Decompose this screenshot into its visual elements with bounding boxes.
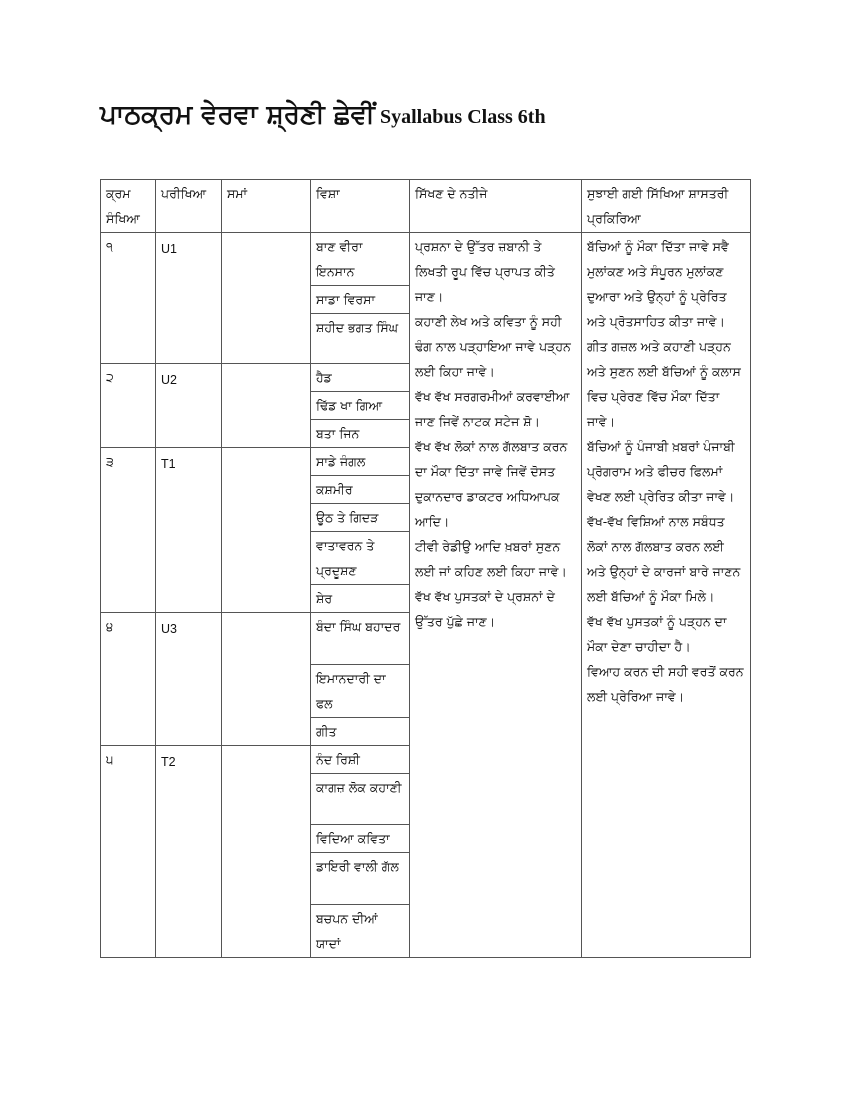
topic-cell: ਸ਼ੇਰ — [311, 585, 410, 613]
topic-cell: ਬਚਪਨ ਦੀਆਂ ਯਾਦਾਂ — [311, 905, 410, 958]
header-time: ਸਮਾਂ — [222, 180, 311, 233]
serial-cell: ੧ — [101, 233, 156, 364]
serial-cell: ੪ — [101, 613, 156, 746]
exam-cell: U1 — [156, 233, 222, 364]
topic-cell: ਢਿੱਡ ਖਾ ਗਿਆ — [311, 392, 410, 420]
topic-cell: ਕਸ਼ਮੀਰ — [311, 476, 410, 504]
process-item: ਬੱਚਿਆਂ ਨੂੰ ਮੌਕਾ ਦਿੱਤਾ ਜਾਵੇ ਸਵੈ ਮੁਲਾਂਕਣ ਅਤੇ ਸੰਪੂਰਨ ਮੁਲਾਂਕਣ ਦੁਆਰਾ ਅਤੇ ਉਨ੍ਹਾਂ ਨੂੰ ਪ੍ਰੇਰਿਤ ਅਤੇ ਪ੍ਰੋਤਸਾਹਿਤ ਕੀਤਾ ਜਾਵੇ। — [587, 239, 729, 329]
topic-cell: ਬਤਾ ਜਿਨ — [311, 420, 410, 448]
outcome-item: ਵੱਖ ਵੱਖ ਸਰਗਰਮੀਆਂ ਕਰਵਾਈਆ ਜਾਣ ਜਿਵੇਂ ਨਾਟਕ ਸਟੇਜ ਸ਼ੋ। — [415, 389, 570, 429]
header-serial: ਕ੍ਰਮ ਸੰਖਿਆ — [101, 180, 156, 233]
topic-cell: ਗੀਤ — [311, 718, 410, 746]
outcome-item: ਵੱਖ ਵੱਖ ਲੋਕਾਂ ਨਾਲ ਗੱਲਬਾਤ ਕਰਨ ਦਾ ਮੌਕਾ ਦਿੱਤਾ ਜਾਵੇ ਜਿਵੇਂ ਦੋਸਤ ਦੁਕਾਨਦਾਰ ਡਾਕਟਰ ਅਧਿਆਪਕ ਆਦਿ। — [415, 439, 568, 529]
exam-cell: U3 — [156, 613, 222, 746]
title-english: Syallabus Class 6th — [379, 106, 546, 128]
serial-cell: ੨ — [101, 364, 156, 448]
page-title — [100, 100, 546, 131]
topic-cell: ਊਠ ਤੇ ਗਿਦੜ — [311, 504, 410, 532]
header-exam: ਪਰੀਖਿਆ — [156, 180, 222, 233]
topic-cell: ਬੰਦਾ ਸਿੰਘ ਬਹਾਦਰ — [311, 613, 410, 665]
topic-cell: ਵਿਦਿਆ ਕਵਿਤਾ — [311, 825, 410, 853]
topic-cell: ਬਾਣ ਵੀਰਾ ਇਨਸਾਨ — [311, 233, 410, 286]
process-cell — [582, 233, 751, 958]
exam-cell: T2 — [156, 746, 222, 958]
outcome-item: ਪ੍ਰਸ਼ਨਾ ਦੇ ਉੱਤਰ ਜ਼ਬਾਨੀ ਤੇ ਲਿਖਤੀ ਰੂਪ ਵਿੱਚ ਪ੍ਰਾਪਤ ਕੀਤੇ ਜਾਣ। — [415, 239, 555, 304]
topic-cell: ਸ਼ਹੀਦ ਭਗਤ ਸਿੰਘ — [311, 314, 410, 364]
process-item: ਗੀਤ ਗਜ਼ਲ ਅਤੇ ਕਹਾਣੀ ਪੜ੍ਹਨ ਅਤੇ ਸੁਣਨ ਲਈ ਬੱਚਿਆਂ ਨੂੰ ਕਲਾਸ ਵਿਚ ਪ੍ਰੇਰਣ ਵਿੱਚ ਮੌਕਾ ਦਿੱਤਾ ਜਾਵੇ। — [587, 339, 741, 429]
serial-cell: ੫ — [101, 746, 156, 958]
topic-cell: ਸਾਡੇ ਜੰਗਲ — [311, 448, 410, 476]
syllabus-table — [100, 179, 751, 958]
time-cell — [222, 233, 311, 364]
table-row — [101, 233, 751, 286]
time-cell — [222, 448, 311, 613]
process-item: ਬੱਚਿਆਂ ਨੂੰ ਪੰਜਾਬੀ ਖ਼ਬਰਾਂ ਪੰਜਾਬੀ ਪ੍ਰੋਗਰਾਮ ਅਤੇ ਫੀਚਰ ਫਿਲਮਾਂ ਵੇਖਣ ਲਈ ਪ੍ਰੇਰਿਤ ਕੀਤਾ ਜਾਵੇ। — [587, 439, 735, 504]
process-item: ਵੱਖ-ਵੱਖ ਵਿਸ਼ਿਆਂ ਨਾਲ ਸਬੰਧਤ ਲੋਕਾਂ ਨਾਲ ਗੱਲਬਾਤ ਕਰਨ ਲਈ ਅਤੇ ਉਨ੍ਹਾਂ ਦੇ ਕਾਰਜਾਂ ਬਾਰੇ ਜਾਣਨ ਲਈ ਬੱਚਿਆਂ ਨੂੰ ਮੌਕਾ ਮਿਲੇ। — [587, 514, 741, 604]
process-item: ਵੱਖ ਵੱਖ ਪੁਸਤਕਾਂ ਨੂੰ ਪੜ੍ਹਨ ਦਾ ਮੌਕਾ ਦੇਣਾ ਚਾਹੀਦਾ ਹੈ। — [587, 614, 727, 654]
exam-cell: T1 — [156, 448, 222, 613]
exam-cell: U2 — [156, 364, 222, 448]
outcome-item: ਕਹਾਣੀ ਲੇਖ ਅਤੇ ਕਵਿਤਾ ਨੂੰ ਸਹੀ ਢੰਗ ਨਾਲ ਪੜ੍ਹਾਇਆ ਜਾਵੇ ਪੜ੍ਹਨ ਲਈ ਕਿਹਾ ਜਾਵੇ। — [415, 314, 571, 379]
time-cell — [222, 613, 311, 746]
serial-cell: ੩ — [101, 448, 156, 613]
process-item: ਵਿਆਹ ਕਰਨ ਦੀ ਸਹੀ ਵਰਤੋਂ ਕਰਨ ਲਈ ਪ੍ਰੇਰਿਆ ਜਾਵੇ। — [587, 664, 744, 704]
topic-cell: ਵਾਤਾਵਰਨ ਤੇ ਪ੍ਰਦੂਸ਼ਣ — [311, 532, 410, 585]
header-outcomes: ਸਿੱਖਣ ਦੇ ਨਤੀਜੇ — [410, 180, 582, 233]
time-cell — [222, 746, 311, 958]
title-punjabi: ਪਾਠਕ੍ਰਮ ਵੇਰਵਾ ਸ਼੍ਰੇਣੀ ਛੇਵੀਂ — [100, 100, 375, 130]
topic-cell: ਸਾਡਾ ਵਿਰਸਾ — [311, 286, 410, 314]
header-process: ਸੁਝਾਈ ਗਈ ਸਿੱਖਿਆ ਸ਼ਾਸਤਰੀ ਪ੍ਰਕਿਰਿਆ — [582, 180, 751, 233]
outcome-item: ਵੱਖ ਵੱਖ ਪੁਸਤਕਾਂ ਦੇ ਪ੍ਰਸ਼ਨਾਂ ਦੇ ਉੱਤਰ ਪੁੱਛੇ ਜਾਣ। — [415, 589, 555, 629]
topic-cell: ਕਾਗਜ਼ ਲੋਕ ਕਹਾਣੀ — [311, 774, 410, 825]
header-topic: ਵਿਸ਼ਾ — [311, 180, 410, 233]
time-cell — [222, 364, 311, 448]
topic-cell: ਹੈਡ — [311, 364, 410, 392]
topic-cell: ਨੰਦ ਰਿਸ਼ੀ — [311, 746, 410, 774]
outcomes-cell — [410, 233, 582, 958]
topic-cell: ਡਾਇਰੀ ਵਾਲੀ ਗੱਲ — [311, 853, 410, 905]
outcome-item: ਟੀਵੀ ਰੇਡੀਉ ਆਦਿ ਖ਼ਬਰਾਂ ਸੁਣਨ ਲਈ ਜਾਂ ਕਹਿਣ ਲਈ ਕਿਹਾ ਜਾਵੇ। — [415, 539, 567, 579]
topic-cell: ਇਮਾਨਦਾਰੀ ਦਾ ਫਲ — [311, 665, 410, 718]
header-row — [101, 180, 751, 233]
